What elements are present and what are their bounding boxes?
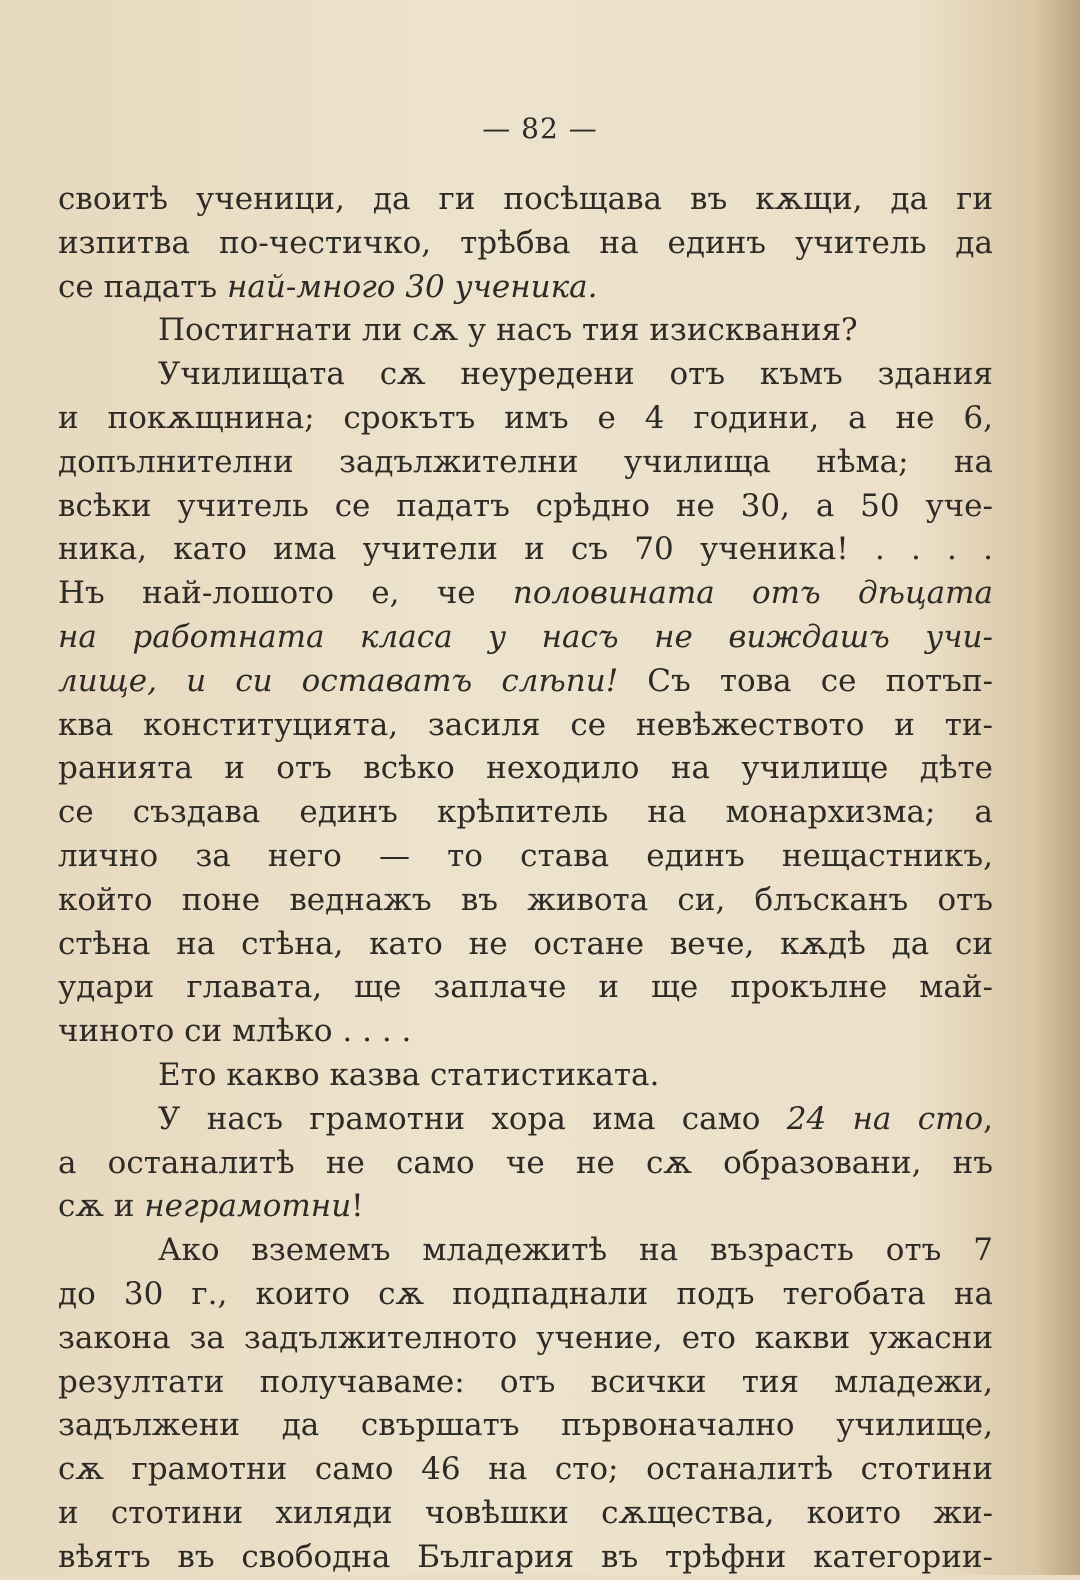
text-span: ква конституцията, засиля се невѣжеството и ти- (58, 706, 993, 743)
text-span: задължени да свършатъ първоначално училище, (58, 1407, 993, 1444)
text-line (58, 1185, 993, 1229)
body-text (58, 178, 993, 1580)
text-span: всѣки учитель се падатъ срѣдно не 30, а 50 уче- (58, 487, 993, 524)
italic-text: неграмотни (144, 1188, 352, 1225)
text-line (58, 1361, 993, 1405)
text-line (58, 178, 993, 222)
text-line (58, 1448, 993, 1492)
italic-text: най-много 30 ученика. (227, 268, 598, 305)
text-line (58, 966, 993, 1010)
text-span: , (983, 1100, 994, 1137)
text-line (58, 485, 993, 529)
text-span: и покѫщнина; срокътъ имъ е 4 години, а не 6, (58, 399, 993, 436)
italic-text: 24 на сто (786, 1100, 984, 1137)
text-line (58, 879, 993, 923)
text-line (58, 704, 993, 748)
text-span: Училищата сѫ неуредени отъ къмъ здания (158, 356, 993, 393)
text-span: резултати получаваме: отъ всички тия младежи, (58, 1363, 993, 1400)
text-span: изпитва по-честичко, трѣбва на единъ учитель да (58, 224, 993, 261)
text-span: чиното си млѣко . . . . (58, 1013, 412, 1050)
text-span: Нъ най-лошото е, че (58, 575, 513, 612)
text-line (58, 660, 993, 704)
text-span: а останалитѣ не само че не сѫ образовани, нъ (58, 1144, 993, 1181)
text-line (58, 791, 993, 835)
text-line (58, 1492, 993, 1536)
italic-text: на работната класа у насъ не виждашъ учи- (58, 618, 993, 655)
italic-text: лище, и си оставатъ слѣпи! (58, 662, 619, 699)
text-line (58, 572, 993, 616)
text-span: лично за него — то става единъ нещастникъ, (58, 837, 993, 874)
text-line (58, 309, 993, 353)
text-span: ! (351, 1188, 364, 1225)
text-span: се създава единъ крѣпитель на монархизма; а (58, 794, 993, 831)
text-span: допълнителни задължителни училища нѣма; на (58, 443, 993, 480)
text-span: Ако вземемъ младежитѣ на възрасть отъ 7 (158, 1232, 993, 1269)
text-line (58, 1229, 993, 1273)
text-line (58, 397, 993, 441)
text-span: Ето какво казва статистиката. (158, 1056, 660, 1093)
text-span: своитѣ ученици, да ги посѣщава въ кѫщи, да ги (58, 181, 993, 217)
text-span: сѫ грамотни само 46 на сто; останалитѣ стотини (58, 1451, 993, 1488)
text-line (58, 1054, 993, 1098)
text-line (58, 353, 993, 397)
text-line (58, 441, 993, 485)
text-line (58, 1317, 993, 1361)
text-line (58, 528, 993, 572)
text-span: който поне веднажъ въ живота си, блъсканъ отъ (58, 881, 993, 918)
text-span: вѣятъ въ свободна България въ трѣфни категории- (58, 1538, 993, 1575)
text-span: Съ това се потъп- (618, 662, 993, 699)
text-span: закона за задължителното учение, ето какви ужасни (58, 1319, 993, 1356)
text-line (58, 1010, 993, 1054)
text-span: У насъ грамотни хора има само (158, 1100, 787, 1137)
text-span: до 30 г., които сѫ подпаднали подъ тегобата на (58, 1275, 993, 1312)
text-span: сѫ и (58, 1188, 145, 1225)
italic-text: половината отъ дѣцата (512, 575, 993, 612)
text-line (58, 1142, 993, 1186)
text-span: Постигнати ли сѫ у насъ тия изисквания? (158, 312, 858, 349)
text-span: и стотини хиляди човѣшки сѫщества, които жи- (58, 1494, 993, 1531)
page-number: — 82 — (482, 112, 598, 145)
text-line (58, 923, 993, 967)
text-span: се падатъ (58, 268, 228, 305)
text-line (58, 266, 993, 310)
text-line (58, 747, 993, 791)
text-line (58, 1098, 993, 1142)
text-line (58, 222, 993, 266)
text-span: стѣна на стѣна, като не остане вече, кѫдѣ да си (58, 925, 993, 962)
text-span: ника, като има учители и съ 70 ученика! . . . . (58, 531, 993, 568)
text-line (58, 1273, 993, 1317)
text-span: ранията и отъ всѣко неходило на училище дѣте (58, 750, 993, 787)
text-line (58, 1404, 993, 1448)
text-line (58, 616, 993, 660)
text-span: удари главата, ще заплаче и ще прокълне май- (58, 969, 993, 1006)
text-line (58, 1536, 993, 1580)
text-line (58, 835, 993, 879)
